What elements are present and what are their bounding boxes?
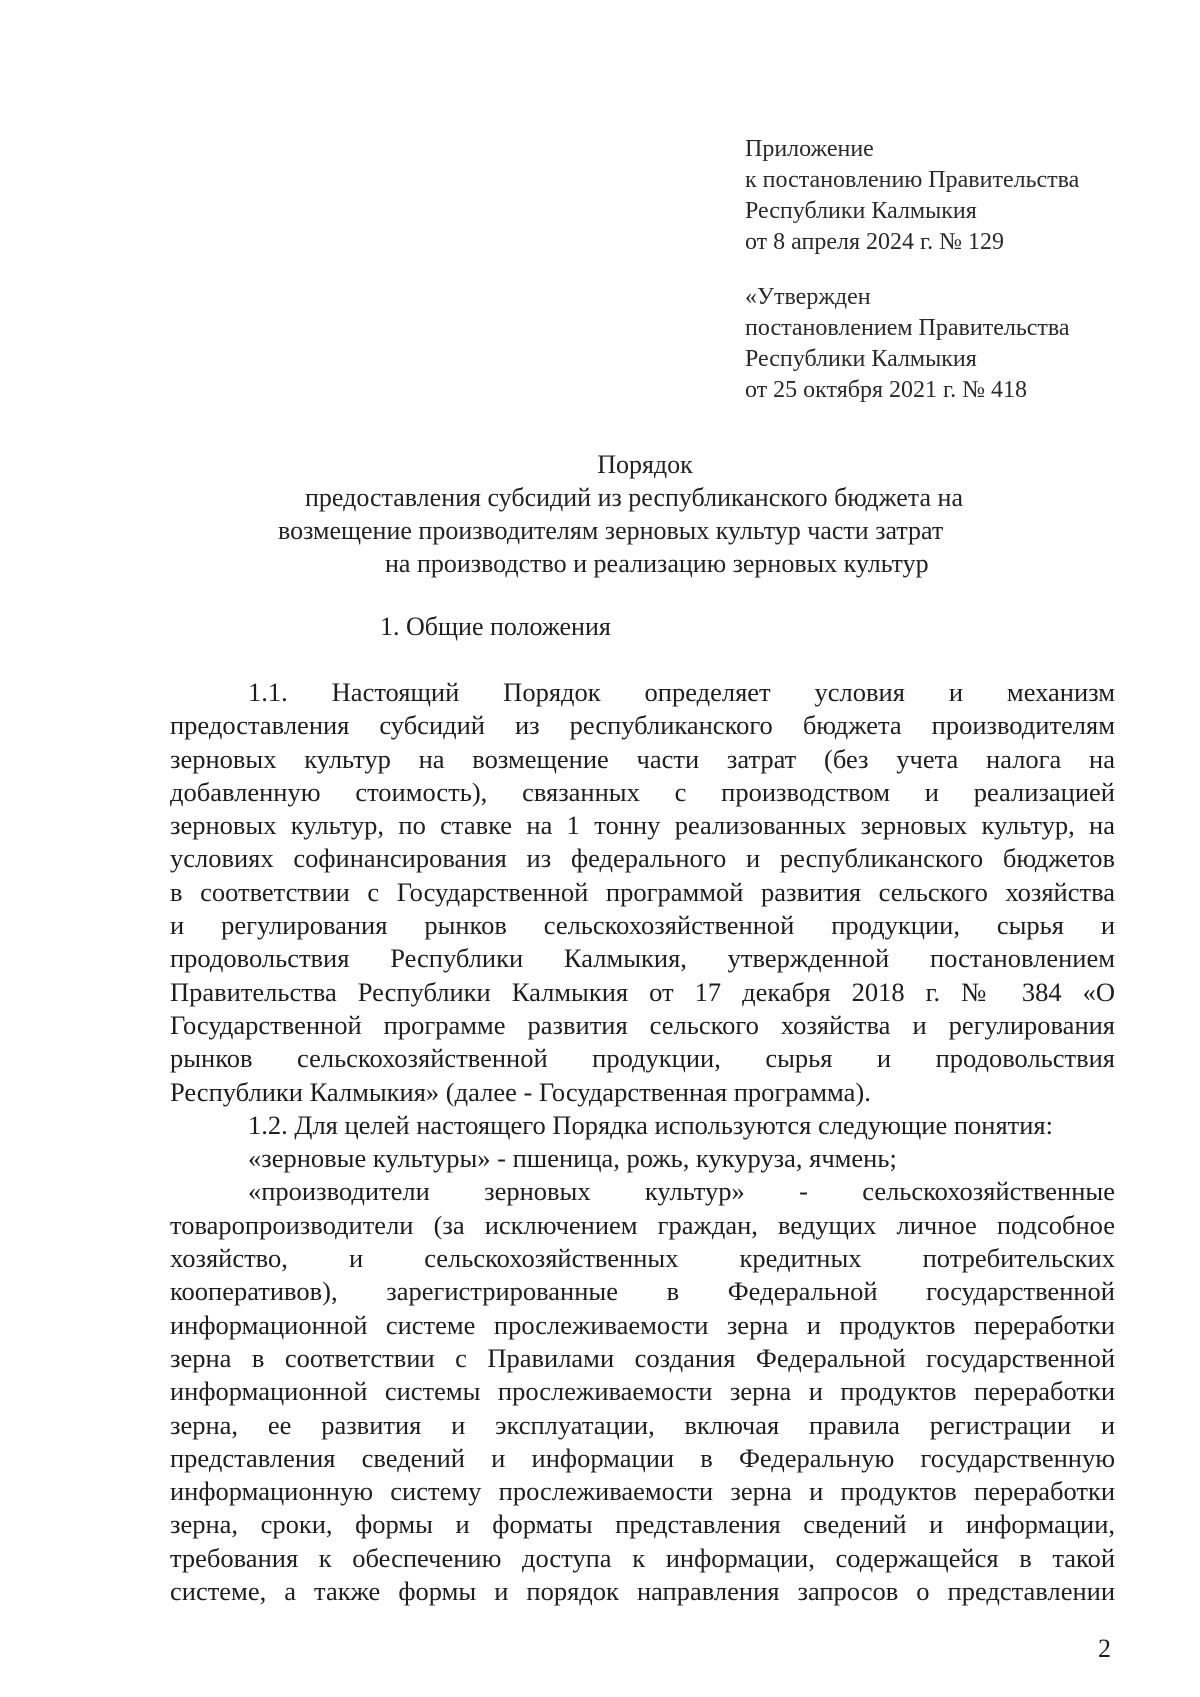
body-line: в соответствии с Государственной программой развития сельского хозяйства — [170, 876, 1115, 907]
body-line: требования к обеспечению доступа к информации, содержащейся в такой — [170, 1542, 1115, 1573]
body-line: зерна, сроки, формы и форматы представления сведений и информации, — [170, 1509, 1115, 1540]
annex-header-line: Приложение — [745, 136, 874, 162]
body-line: добавленную стоимость), связанных с производством и реализацией — [170, 776, 1115, 807]
section-heading: 1. Общие положения — [380, 612, 611, 641]
title-line: возмещение производителям зерновых культур части затрат — [278, 516, 944, 545]
body-line: хозяйство, и сельскохозяйственных кредитных потребительских — [170, 1243, 1115, 1274]
annex-header-line: от 8 апреля 2024 г. № 129 — [745, 229, 1005, 255]
body-line: информационную систему прослеживаемости зерна и продуктов переработки — [170, 1476, 1115, 1507]
annex-header-line: Республики Калмыкия — [745, 198, 977, 224]
body-line: информационной системы прослеживаемости зерна и продуктов переработки — [170, 1376, 1115, 1407]
body-line: Правительства Республики Калмыкия от 17 декабря 2018 г. № 384 «О — [170, 976, 1115, 1007]
body-line: «производители зерновых культур» - сельскохозяйственные — [248, 1176, 1115, 1207]
approved-header-line: от 25 октября 2021 г. № 418 — [745, 377, 1028, 403]
annex-header-line: к постановлению Правительства — [745, 167, 1080, 193]
approved-header-line: Республики Калмыкия — [745, 346, 977, 372]
approved-header-line: «Утвержден — [745, 284, 871, 310]
page-number: 2 — [1098, 1634, 1111, 1663]
title-line: на производство и реализацию зерновых культур — [385, 549, 929, 578]
approved-header-line: постановлением Правительства — [745, 315, 1070, 341]
body-line: информационной системе прослеживаемости зерна и продуктов переработки — [170, 1309, 1115, 1340]
body-line: 1.1. Настоящий Порядок определяет условия и механизм — [248, 677, 1115, 707]
body-line: зерновых культур, по ставке на 1 тонну реализованных зерновых культур, на — [170, 810, 1115, 841]
body-line: зерновых культур на возмещение части затрат (без учета налога на — [170, 743, 1115, 774]
body-line: кооперативов), зарегистрированные в Федеральной государственной — [170, 1276, 1115, 1307]
body-line: и регулирования рынков сельскохозяйственной продукции, сырья и — [170, 910, 1115, 941]
title-line: предоставления субсидий из республиканского бюджета на — [305, 483, 963, 512]
body-text — [170, 676, 1115, 1608]
document-title — [170, 448, 1120, 580]
annex-header — [745, 134, 1165, 258]
body-line: товаропроизводители (за исключением граждан, ведущих личное подсобное — [170, 1209, 1115, 1240]
body-line: зерна в соответствии с Правилами создания Федеральной государственной — [170, 1342, 1115, 1373]
body-line: предоставления субсидий из республиканского бюджета производителям — [170, 710, 1115, 741]
body-line: 1.2. Для целей настоящего Порядка используются следующие понятия: — [248, 1109, 1053, 1140]
body-line: системе, а также формы и порядок направления запросов о представлении — [170, 1576, 1115, 1607]
body-line: условиях софинансирования из федерального и республиканского бюджетов — [170, 843, 1115, 874]
approved-header — [745, 282, 1165, 406]
body-line: зерна, ее развития и эксплуатации, включая правила регистрации и — [170, 1409, 1115, 1440]
title-line: Порядок — [597, 450, 693, 479]
body-line: Республики Калмыкия» (далее - Государственная программа). — [170, 1076, 871, 1107]
body-line: рынков сельскохозяйственной продукции, сырья и продовольствия — [170, 1043, 1115, 1074]
body-line: Государственной программе развития сельского хозяйства и регулирования — [170, 1009, 1115, 1040]
body-line: продовольствия Республики Калмыкия, утвержденной постановлением — [170, 943, 1115, 974]
body-line: представления сведений и информации в Федеральную государственную — [170, 1442, 1115, 1473]
body-line: «зерновые культуры» - пшеница, рожь, кукуруза, ячмень; — [248, 1143, 897, 1174]
